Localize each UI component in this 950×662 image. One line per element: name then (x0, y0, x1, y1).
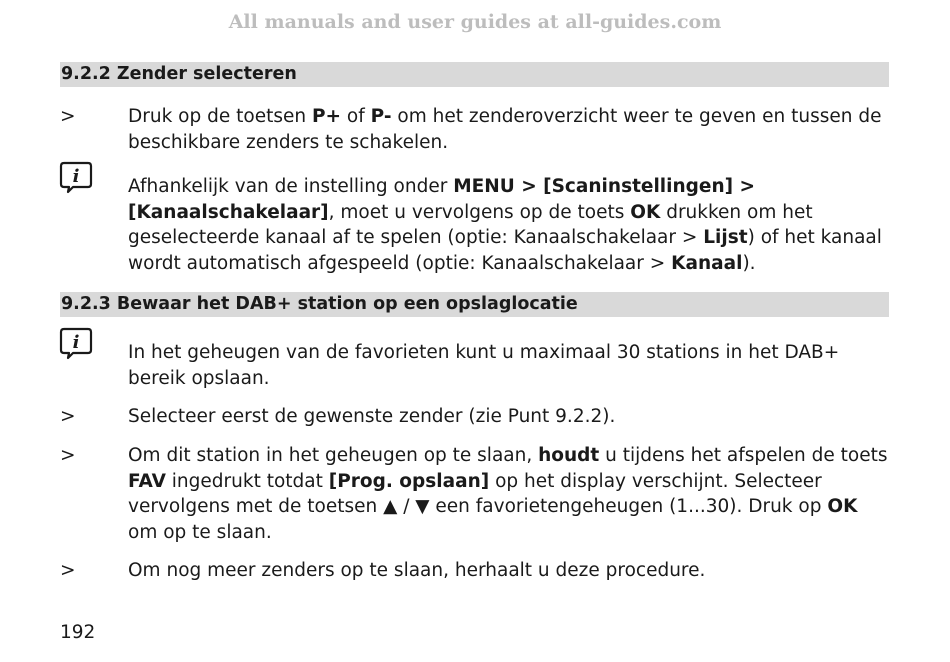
section-heading-9-2-3: 9.2.3 Bewaar het DAB+ station op een opslaglocatie (60, 292, 889, 317)
instruction-paragraph: Om dit station in het geheugen op te slaan, houdt u tijdens het afspelen de toets FAV ingedrukt totdat [Prog. opslaan] op het display verschijnt. Selecteer vervolgens met de toetsen ▲ / ▼ een favorietengeheugen (1...30). Druk op OK om op te slaan. (128, 445, 888, 543)
info-icon (59, 160, 93, 194)
note-paragraph: In het geheugen van de favorieten kunt u maximaal 30 stations in het DAB+ bereik opslaan. (128, 342, 840, 389)
note-paragraph: Afhankelijk van de instelling onder MENU > [Scaninstellingen] > [Kanaalschakelaar], moet u vervolgens op de toets OK drukken om het geselecteerde kanaal af te spelen (optie: Kanaalschakelaar > Lijst) of het kanaal wordt automatisch afgespeeld (optie: Kanaalschakelaar > Kanaal). (128, 176, 882, 274)
bullet-marker: > (60, 445, 76, 466)
bullet-marker: > (60, 560, 76, 581)
instruction-paragraph: Om nog meer zenders op te slaan, herhaalt u deze procedure. (128, 560, 706, 581)
svg-text:i: i (72, 332, 80, 353)
bullet-marker: > (60, 406, 76, 427)
bullet-marker: > (60, 106, 76, 127)
info-icon (59, 326, 93, 360)
watermark: All manuals and user guides at all-guides.com (228, 11, 722, 33)
page-number: 192 (60, 622, 96, 643)
instruction-paragraph: Druk op de toetsen P+ of P- om het zenderoverzicht weer te geven en tussen de beschikbare zenders te schakelen. (128, 106, 882, 153)
instruction-paragraph: Selecteer eerst de gewenste zender (zie Punt 9.2.2). (128, 406, 616, 427)
svg-text:i: i (72, 166, 80, 187)
section-heading-9-2-2: 9.2.2 Zender selecteren (60, 62, 889, 87)
